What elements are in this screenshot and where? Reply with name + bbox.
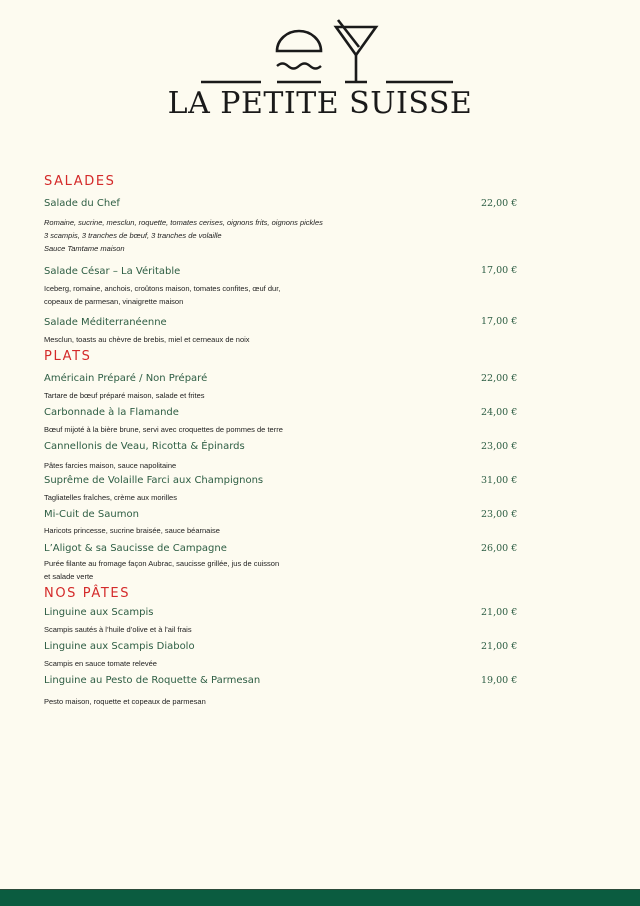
menu-item-price: 21,00 €	[481, 607, 518, 618]
menu-item-price: 26,00 €	[481, 543, 518, 554]
menu-item-price: 23,00 €	[481, 509, 518, 520]
logo-graphic	[160, 10, 490, 90]
menu-item-name: Mi-Cuit de Saumon	[44, 509, 139, 520]
menu-item-description: et salade verte	[44, 572, 94, 581]
menu-item-name: Salade Méditerranéenne	[44, 317, 167, 328]
menu-item-description: Tartare de bœuf préparé maison, salade et frites	[44, 391, 205, 400]
menu-item-description: Scampis sautés à l’huile d’olive et à l’ail frais	[44, 625, 192, 634]
menu-item-description: Pesto maison, roquette et copeaux de parmesan	[44, 697, 206, 706]
menu-item-name: Linguine au Pesto de Roquette & Parmesan	[44, 675, 261, 686]
menu-item-description: Pâtes farcies maison, sauce napolitaine	[44, 461, 177, 470]
menu-item-description: Sauce Tamtame maison	[44, 244, 125, 253]
menu-item-name: Salade du Chef	[44, 198, 120, 209]
menu-item-description: Haricots princesse, sucrine braisée, sauce béarnaise	[44, 526, 220, 535]
menu-item-description: Tagliatelles fraîches, crème aux morilles	[44, 493, 177, 502]
menu-item-price: 22,00 €	[481, 373, 518, 384]
menu-item-price: 17,00 €	[481, 316, 518, 327]
section-title-nos-pates: NOS PÂTES	[44, 586, 131, 601]
section-title-salades: SALADES	[44, 174, 116, 189]
menu-item-price: 21,00 €	[481, 641, 518, 652]
menu-item-description: 3 scampis, 3 tranches de bœuf, 3 tranches de volaille	[44, 231, 222, 240]
menu-item-name: Salade César – La Véritable	[44, 266, 181, 277]
burger-icon	[277, 31, 321, 82]
menu-item-description: copeaux de parmesan, vinaigrette maison	[44, 297, 184, 306]
cocktail-glass-icon	[336, 20, 376, 82]
menu-item-name: Cannellonis de Veau, Ricotta & Épinards	[44, 441, 245, 452]
menu-item-description: Scampis en sauce tomate relevée	[44, 659, 157, 668]
menu-item-description: Purée filante au fromage façon Aubrac, saucisse grillée, jus de cuisson	[44, 559, 280, 568]
menu-item-price: 24,00 €	[481, 407, 518, 418]
menu-item-name: Suprême de Volaille Farci aux Champignons	[44, 475, 264, 486]
brand-name: LA PETITE SUISSE	[167, 86, 473, 121]
menu-item-price: 22,00 €	[481, 198, 518, 209]
menu-item-price: 17,00 €	[481, 265, 518, 276]
menu-item-name: Linguine aux Scampis Diabolo	[44, 641, 195, 652]
footer-bar	[0, 889, 640, 906]
menu-item-price: 19,00 €	[481, 675, 518, 686]
menu-item-price: 31,00 €	[481, 475, 518, 486]
menu-item-name: Américain Préparé / Non Préparé	[44, 373, 208, 384]
section-title-plats: PLATS	[44, 349, 92, 364]
menu-item-description: Mesclun, toasts au chèvre de brebis, miel et cerneaux de noix	[44, 335, 250, 344]
menu-item-description: Iceberg, romaine, anchois, croûtons maison, tomates confites, œuf dur,	[44, 284, 281, 293]
menu-item-name: L’Aligot & sa Saucisse de Campagne	[44, 543, 227, 554]
menu-item-description: Romaine, sucrine, mesclun, roquette, tomates cerises, oignons frits, oignons pickles	[44, 218, 323, 227]
menu-item-price: 23,00 €	[481, 441, 518, 452]
menu-item-name: Linguine aux Scampis	[44, 607, 154, 618]
menu-item-description: Bœuf mijoté à la bière brune, servi avec croquettes de pommes de terre	[44, 425, 283, 434]
menu-item-name: Carbonnade à la Flamande	[44, 407, 179, 418]
